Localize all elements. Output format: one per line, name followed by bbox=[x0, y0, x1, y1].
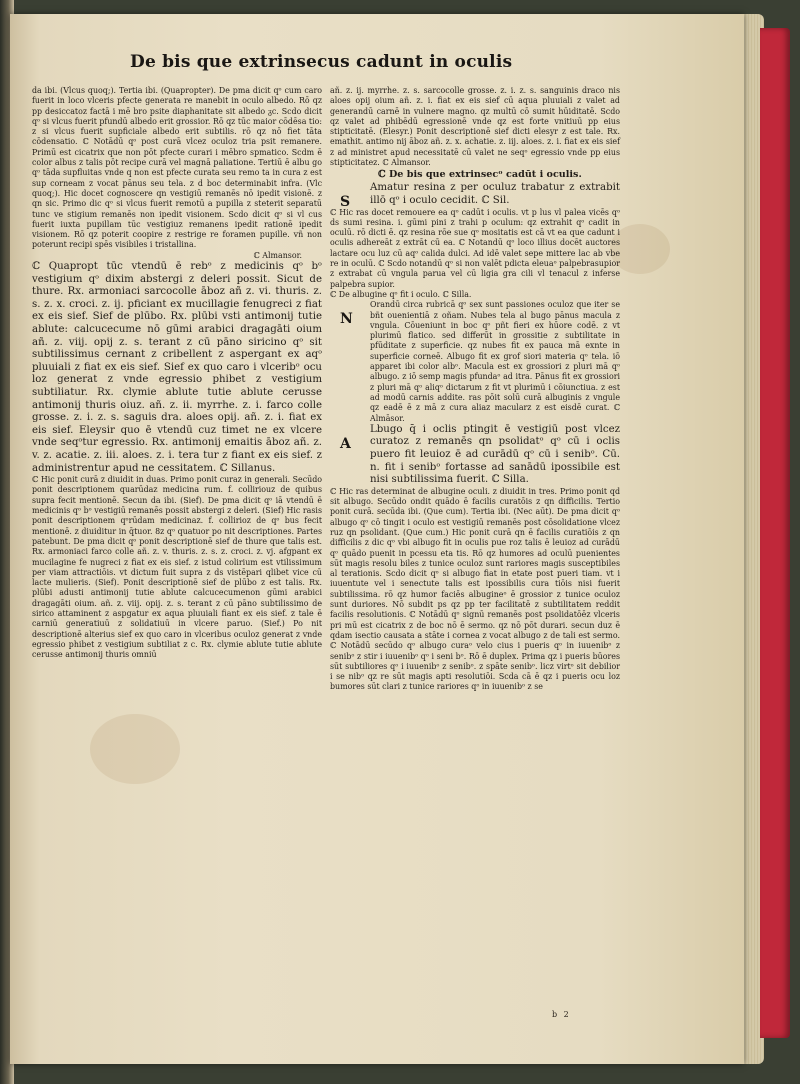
paragraph-text: Amatur resina z per oculuz trabatur z extrabit illō qᵒ i oculo cecidit. ℂ Sil. bbox=[370, 182, 620, 206]
left-column bbox=[32, 86, 322, 1006]
initial-paragraph bbox=[330, 424, 620, 487]
initial-paragraph bbox=[330, 182, 620, 211]
left-paragraph: da ibi. (Vlcus quoq;). Tertia ibi. (Quapropter). De pma dicit qᵒ cum caro fuerit in loco vlceris pfecte generata re manebit in oculo albedo. Rō qz pp desiccatoz factā i mē bro psite diaphanitate sit albedo ᵹc. Scdo dicit qᵒ si vlcus fuerit pfundū albedo erit grossior. Rō qz tūc maior cōdēsa tio: z si vlcus fuerit supficiale albedo erit subtilis. rō qz nō fiet tāta cōdensatio. ℂ Notādū qᵒ post curā vlcez oculoz tria psit remanere. Primū est cicatrix que non pōt pfecte curari i mēbro spmatico. Scdm ē color albus z talis pōt recipe curā vel magnā paliatione. Tertiū ē albu go qᵒ tāda supfluitas vnde q non est pfecte curata seu remo ta in cura z est sup corneam z vocat pānus seu tela. z d boc determinabit infra. (Vlc quoq;). Hic docet cognoscere qn vestigiū remanēs nō ipedit visionē. z qn sic. Primo dic qᵒ si vlcus fuerit remotū a pupilla z steterit separatū tunc ve stigium remanēs non ipedit visionem. Scdo dicit qᵒ si vl cus fuerit iuxta pupillam tūc vestigiuz remanens ipedit rationē ipedit visionem. Rō qz poterit coopire z restrige re foramen pupille. vñ non poterunt recipi spēs visibiles i tristallina. bbox=[32, 86, 323, 250]
right-column bbox=[330, 86, 620, 1006]
running-head: De bis que extrinsecus cadunt in oculis bbox=[130, 52, 513, 72]
initial-paragraph bbox=[330, 300, 620, 424]
left-paragraph: ℂ Hic ponit curā z diuidit in duas. Primo ponit curaz in generali. Secūdo ponit descriptionem quarūdaz medicina rum. f. colliriouz de quibus supra fecit mentionē. Secun da ibi. (Sief). De pma dicit qᵒ iā vtendū ē medicinis qᵒ bᵒ vestigiū remanēs possit abstergi z deleri. (Sief) Hic rasis ponit descriptionem qᵒrūdam medicinaz. f. collirioz de qᵒ bus fecit mentionē. z diuiditur in q̄tuor. 8z qᵒ quatuor po nit descriptiones. Partes patebunt. De pma dicit qᵒ ponit descriptionē sief de thure que talis est. Rx. armoniaci farco colle añ. z. v. thuris. z. s. z. croci. z. vj. afgpant ex mucilagine fe nugreci z fiat ex eis sief. z istud colirium est vtilissimum per viam attractiōis. vt dictum fuit supra z ds vistēpari qlibet vice cū lacte mulieris. (Sief). Ponit descriptionē sief de plūbo z est talis. Rx. plūbi adusti antimonij tutie ablute calcucecumenon gūmi arabici dragagāti oium. añ. z. viij. opij. z. s. terant z cū pāno subtilissimo de sirico attaminent z aspgatur ex aqua pluuiali fiant ex eis sief. z tale ē carniū generatiuū z solidatiuū in vlcere paruo. (Sief.) Po nit descriptionē alterius sief ex quo caro in vlceribus oculoz generat z vnde egressio phibet z vestigium subtiliat z c. Rx. clymie ablute tutie ablute cerusse antimonij thuris omniū bbox=[32, 475, 322, 660]
signature-mark: b 2 bbox=[552, 1010, 571, 1019]
initial-letter: N bbox=[340, 311, 353, 328]
right-paragraph: añ. z. ij. myrrhe. z. s. sarcocolle grosse. z. i. z. s. sanguinis draco nis aloes opij oium añ. z. i. fiat ex eis sief cū aqua pluuiali z valet ad generandū carnē in vulnere magno. qz multū cō sumit hūiditatē. Scdo qz valet ad phibēdū egressionē vnde qz est forte vnitiuū pp eius stipticitatē. (Elesyr.) Ponit descriptionē sief dicti elesyr z est tale. Rx. emathit. antimo nij āboz añ. z. x. achatie. z. iij. aloes. z. i. fiat ex eis sief z ad ministret apud necessitatē cū valet ne seqᵒ egressio vnde pp eius stipticitatez. ℂ Almansor. bbox=[330, 86, 620, 168]
initial-letter: S bbox=[340, 194, 351, 211]
left-paragraph: ℂ Almansor. bbox=[253, 250, 302, 260]
section-heading: ℂ De bis que extrinsecᵒ cadūt i oculis. bbox=[378, 169, 582, 181]
right-paragraph: ℂ Hic ras docet remouere ea qᵒ cadūt i oculis. vt p lus vl palea vicēs qᵒ ds sumi resina. i. gūmi pini z trahi p oculum: qz extrahit qᵒ cadit in oculū. rō dicti ē. qz resina rōe sue qᵒ mositatis est cā vt ea que cadunt i oculis adhereāt z extrāt cū ea. ℂ Notandū qᵒ loco illius docēt auctores lactare ocu luz cū aqᵒ calida dulci. Ad idē valet sepe mittere lac ab vbe re in oculū. ℂ Scdo notandū qᵒ si non valēt pdicta eleuaᵒ palpebrasupior z extrabat cū vngula parua vel cū ligia gra cili vl tenacul z inferse palpebra supior. bbox=[330, 207, 620, 289]
left-paragraph: ℂ Quapropt tūc vtendū ē rebᵒ z medicinis qᵒ bᵒ vestigium qᵒ dixim abstergi z deleri possit. Sicut de thure. Rx. armoniaci sarcocolle āboz añ z. vi. thuris. z. s. z. x. croci. z. ij. pficiant ex mucillagie fenugreci z fiat ex eis sief. Sief de plūbo. Rx. plūbi vsti antimonij tutie ablute: calcucecume nō gūmi arabici dragagāti oium añ. z. viij. opij z. s. terant z cū pāno siricino qᵒ sit subtilissimus cernant z cribellent z aspergant ex aqᵒ pluuiali z fiat ex eis sief. Sief ex quo caro i vlceribᵒ ocu loz generat z vnde egressio phibet z vestigium subtiliatur. Rx. clymie ablute tutie ablute cerusse antimonij thuris oiuz. añ. z. ii. myrrhe. z. i. farco colle grosse. z. i. z. s. saguis dra. aloes opij. añ. z. i. fiat ex eis sief. Eleysir quo ē vtendū cuz timet ne ex vlcere vnde seqᵒtur egressio. Rx. antimonij emaitis āboz añ. z. v. z. acatie. z. iii. aloes. z. i. tera tur z fiant ex eis sief. z administrentur apud ne cessitatem. ℂ Sillanus. bbox=[32, 261, 322, 474]
right-paragraph: ℂ De albugine qᵒ fit i oculo. ℂ Silla. bbox=[330, 289, 472, 299]
initial-letter: A bbox=[340, 435, 351, 452]
paragraph-text: Orandū circa rubricā qᵒ sex sunt passiones oculoz que iter se bñt ouenientiā z oñam. Nubes tela al bugo pānus macula z vngula. Cōueniunt in boc qᵒ pñt fieri ex hūore codē. z vt plurimū flatico. sed differūt in grossitie z subtilitate in pfūditate z superficie. qz nubes fit ex pauca mā exnte in superficie corneē. Albugo fit ex grof siori materia qᵒ tela. iō apparet ibi color albᵒ. Macula est ex grossiori z pluri mā qᵒ albugo. z iō semp magis pfundaᵒ ad itra. Pānus fit ex grossiori z pluri mā qᵒ aliqᵒ dictarum z fit vt plurimū i cōiunctiua. z est ad modū carnis addite. ras pōit solū curā albuginis z vngule qz eadē ē z mā z cura aliaz macularz z est eisdē curat. ℂ Almāsor. bbox=[370, 300, 620, 423]
right-paragraph: ℂ Hic ras determinat de albugine oculi. z diuidit in tres. Primo ponit qd sit albugo. Secūdo ondit quādo ē facilis curatōis z qn difficilis. Tertio ponit curā. secūda ibi. (Que cum). Tertia ibi. (Nec aūt). De pma dicit qᵒ albugo qᵒ cō tingit i oculo est vestigiū remanēs post cōsolidatione vlcez ruz qn psolidant. (Que cum.) Hic ponit curā qn ē facilis curatiōis z qn difficilis z dic qᵒ vbi albugo fit in oculis pue roz talis ē leuioz ad curādū qᵒ quādo puenit in pcessu eta tis. Rō qz humores ad oculū puenientes sūt magis resolu biles z tunice oculoz sunt rariores magis susceptibiles al terationis. Scdo dicit qᵒ si albugo fiat in etate post pueri tiam. vt i iuuentute vel i senectute talis est ipossibilis cura tiōis nisi fuerit subtilissima. rō qz humor faciēs albugineᵒ ē grossior z tunice oculoz sunt duriores. Nō subdit ps qz pp ter facilitatē z subtilitatem reddit facilis resolutionis. ℂ Notādū qᵒ signū remanēs post psolidatōēz vlceris pri mū est cicatrix z de boc nō ē sermo. qz nō pōt durari. secun duz ē qdam isectio causata a stāte i cornea z vocat albugo z de tali est sermo. ℂ Notādū secūdo qᵒ albugo curaᵒ velo cius i pueris qᵒ in iuuenibᵒ z senibᵒ z stir i iuuenibᵒ qᵒ i seni bᵒ. Rō ē duplex. Prima qz i pueris būores sūt subtiliores qᵒ i iuuenibᵒ z senibᵒ. z spāte senibᵒ. licz virtᵒ sit debilior i se nibᵒ qz re sūt magis apti resolutiōi. Scda cā ē qz i pueris ocu loz bumores sūt clari z tunice rariores qᵒ in iuuenibᵒ z se bbox=[330, 486, 620, 692]
red-cover-board bbox=[760, 28, 790, 1038]
paragraph-text: Lbugo q̄ i oclis ptingit ē vestigiū post vlcez curatoz z remanēs qn psolidatᵒ qᵒ cū i oclis puero fit leuioz ē ad curādū qᵒ cū i senibᵒ. Cū. n. fit i senibᵒ fortasse ad sanādū ipossibile est nisi subtilissima fuerit. ℂ Silla. bbox=[370, 423, 620, 486]
